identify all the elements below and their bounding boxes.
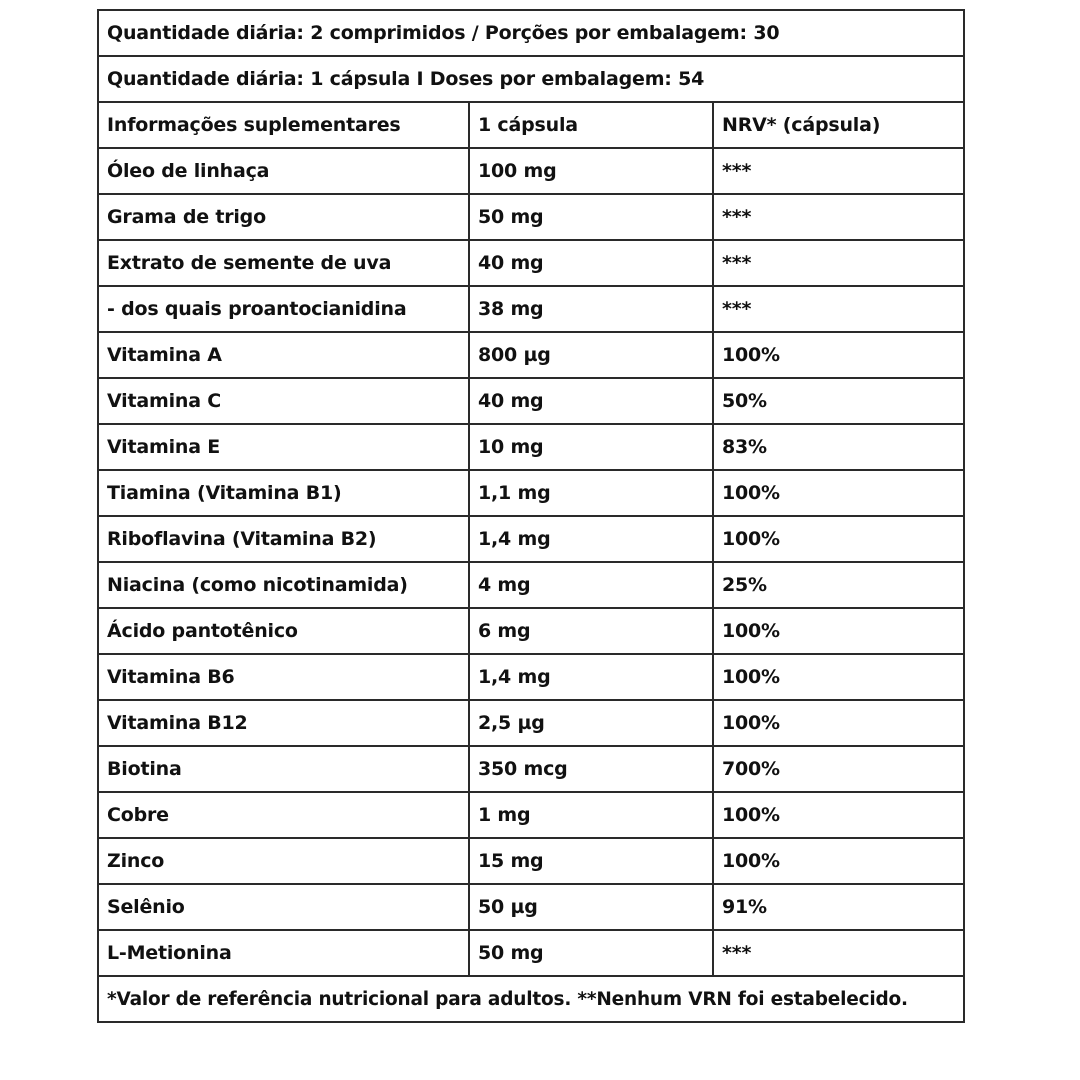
column-header-amount: 1 cápsula	[469, 102, 713, 148]
nutrient-name: Tiamina (Vitamina B1)	[98, 470, 469, 516]
column-header-ingredient: Informações suplementares	[98, 102, 469, 148]
nutrient-row	[98, 148, 964, 194]
nutrient-row	[98, 608, 964, 654]
nutrient-amount: 1 mg	[469, 792, 713, 838]
supplement-facts-table	[97, 9, 965, 1023]
nutrient-nrv: ***	[713, 930, 964, 976]
nutrient-nrv: ***	[713, 148, 964, 194]
supplement-facts-panel	[97, 9, 963, 1023]
nutrient-name: Zinco	[98, 838, 469, 884]
nutrient-amount: 1,4 mg	[469, 654, 713, 700]
nutrient-amount: 10 mg	[469, 424, 713, 470]
nutrient-amount: 1,1 mg	[469, 470, 713, 516]
nutrient-nrv: 100%	[713, 470, 964, 516]
nutrient-row	[98, 424, 964, 470]
nutrient-row	[98, 470, 964, 516]
nutrient-name: Riboflavina (Vitamina B2)	[98, 516, 469, 562]
nutrient-amount: 2,5 µg	[469, 700, 713, 746]
nutrient-nrv: 100%	[713, 654, 964, 700]
nutrient-nrv: 100%	[713, 608, 964, 654]
footnote-text: *Valor de referência nutricional para adultos. **Nenhum VRN foi estabelecido.	[98, 976, 964, 1022]
nutrient-nrv: ***	[713, 194, 964, 240]
nutrient-row	[98, 884, 964, 930]
nutrient-row	[98, 240, 964, 286]
nutrient-amount: 100 mg	[469, 148, 713, 194]
nutrient-name: Vitamina E	[98, 424, 469, 470]
nutrient-name: Vitamina A	[98, 332, 469, 378]
nutrient-amount: 50 µg	[469, 884, 713, 930]
nutrient-row	[98, 516, 964, 562]
nutrient-name: Vitamina B12	[98, 700, 469, 746]
nutrient-nrv: ***	[713, 240, 964, 286]
nutrient-amount: 1,4 mg	[469, 516, 713, 562]
nutrient-nrv: 50%	[713, 378, 964, 424]
serving-info-text: Quantidade diária: 2 comprimidos / Porções por embalagem: 30	[98, 10, 964, 56]
nutrient-amount: 50 mg	[469, 194, 713, 240]
nutrient-row	[98, 930, 964, 976]
nutrient-nrv: 700%	[713, 746, 964, 792]
nutrient-name: Óleo de linhaça	[98, 148, 469, 194]
nutrient-name: Biotina	[98, 746, 469, 792]
serving-info-row	[98, 10, 964, 56]
dose-info-text: Quantidade diária: 1 cápsula I Doses por embalagem: 54	[98, 56, 964, 102]
nutrient-nrv: 100%	[713, 838, 964, 884]
nutrient-name: Selênio	[98, 884, 469, 930]
nutrient-nrv: ***	[713, 286, 964, 332]
nutrient-name: Vitamina B6	[98, 654, 469, 700]
nutrient-amount: 15 mg	[469, 838, 713, 884]
nutrient-nrv: 100%	[713, 700, 964, 746]
nutrient-name: Grama de trigo	[98, 194, 469, 240]
nutrient-amount: 38 mg	[469, 286, 713, 332]
nutrient-nrv: 83%	[713, 424, 964, 470]
nutrient-amount: 40 mg	[469, 240, 713, 286]
dose-info-row	[98, 56, 964, 102]
nutrient-name: Extrato de semente de uva	[98, 240, 469, 286]
nutrient-amount: 4 mg	[469, 562, 713, 608]
nutrient-nrv: 25%	[713, 562, 964, 608]
nutrient-row	[98, 746, 964, 792]
column-header-row	[98, 102, 964, 148]
nutrient-amount: 800 µg	[469, 332, 713, 378]
nutrient-row	[98, 378, 964, 424]
nutrient-name: Cobre	[98, 792, 469, 838]
nutrient-row	[98, 654, 964, 700]
nutrient-name: Vitamina C	[98, 378, 469, 424]
footnote-row	[98, 976, 964, 1022]
nutrient-name: - dos quais proantocianidina	[98, 286, 469, 332]
nutrient-row	[98, 792, 964, 838]
nutrient-amount: 350 mcg	[469, 746, 713, 792]
nutrient-nrv: 100%	[713, 516, 964, 562]
nutrient-row	[98, 562, 964, 608]
nutrient-nrv: 100%	[713, 332, 964, 378]
nutrient-row	[98, 838, 964, 884]
nutrient-amount: 6 mg	[469, 608, 713, 654]
nutrient-row	[98, 194, 964, 240]
nutrient-name: Ácido pantotênico	[98, 608, 469, 654]
column-header-nrv: NRV* (cápsula)	[713, 102, 964, 148]
nutrient-row	[98, 286, 964, 332]
nutrient-amount: 50 mg	[469, 930, 713, 976]
nutrient-row	[98, 700, 964, 746]
nutrient-row	[98, 332, 964, 378]
nutrient-nrv: 100%	[713, 792, 964, 838]
nutrient-amount: 40 mg	[469, 378, 713, 424]
nutrient-nrv: 91%	[713, 884, 964, 930]
nutrient-name: L-Metionina	[98, 930, 469, 976]
nutrient-name: Niacina (como nicotinamida)	[98, 562, 469, 608]
